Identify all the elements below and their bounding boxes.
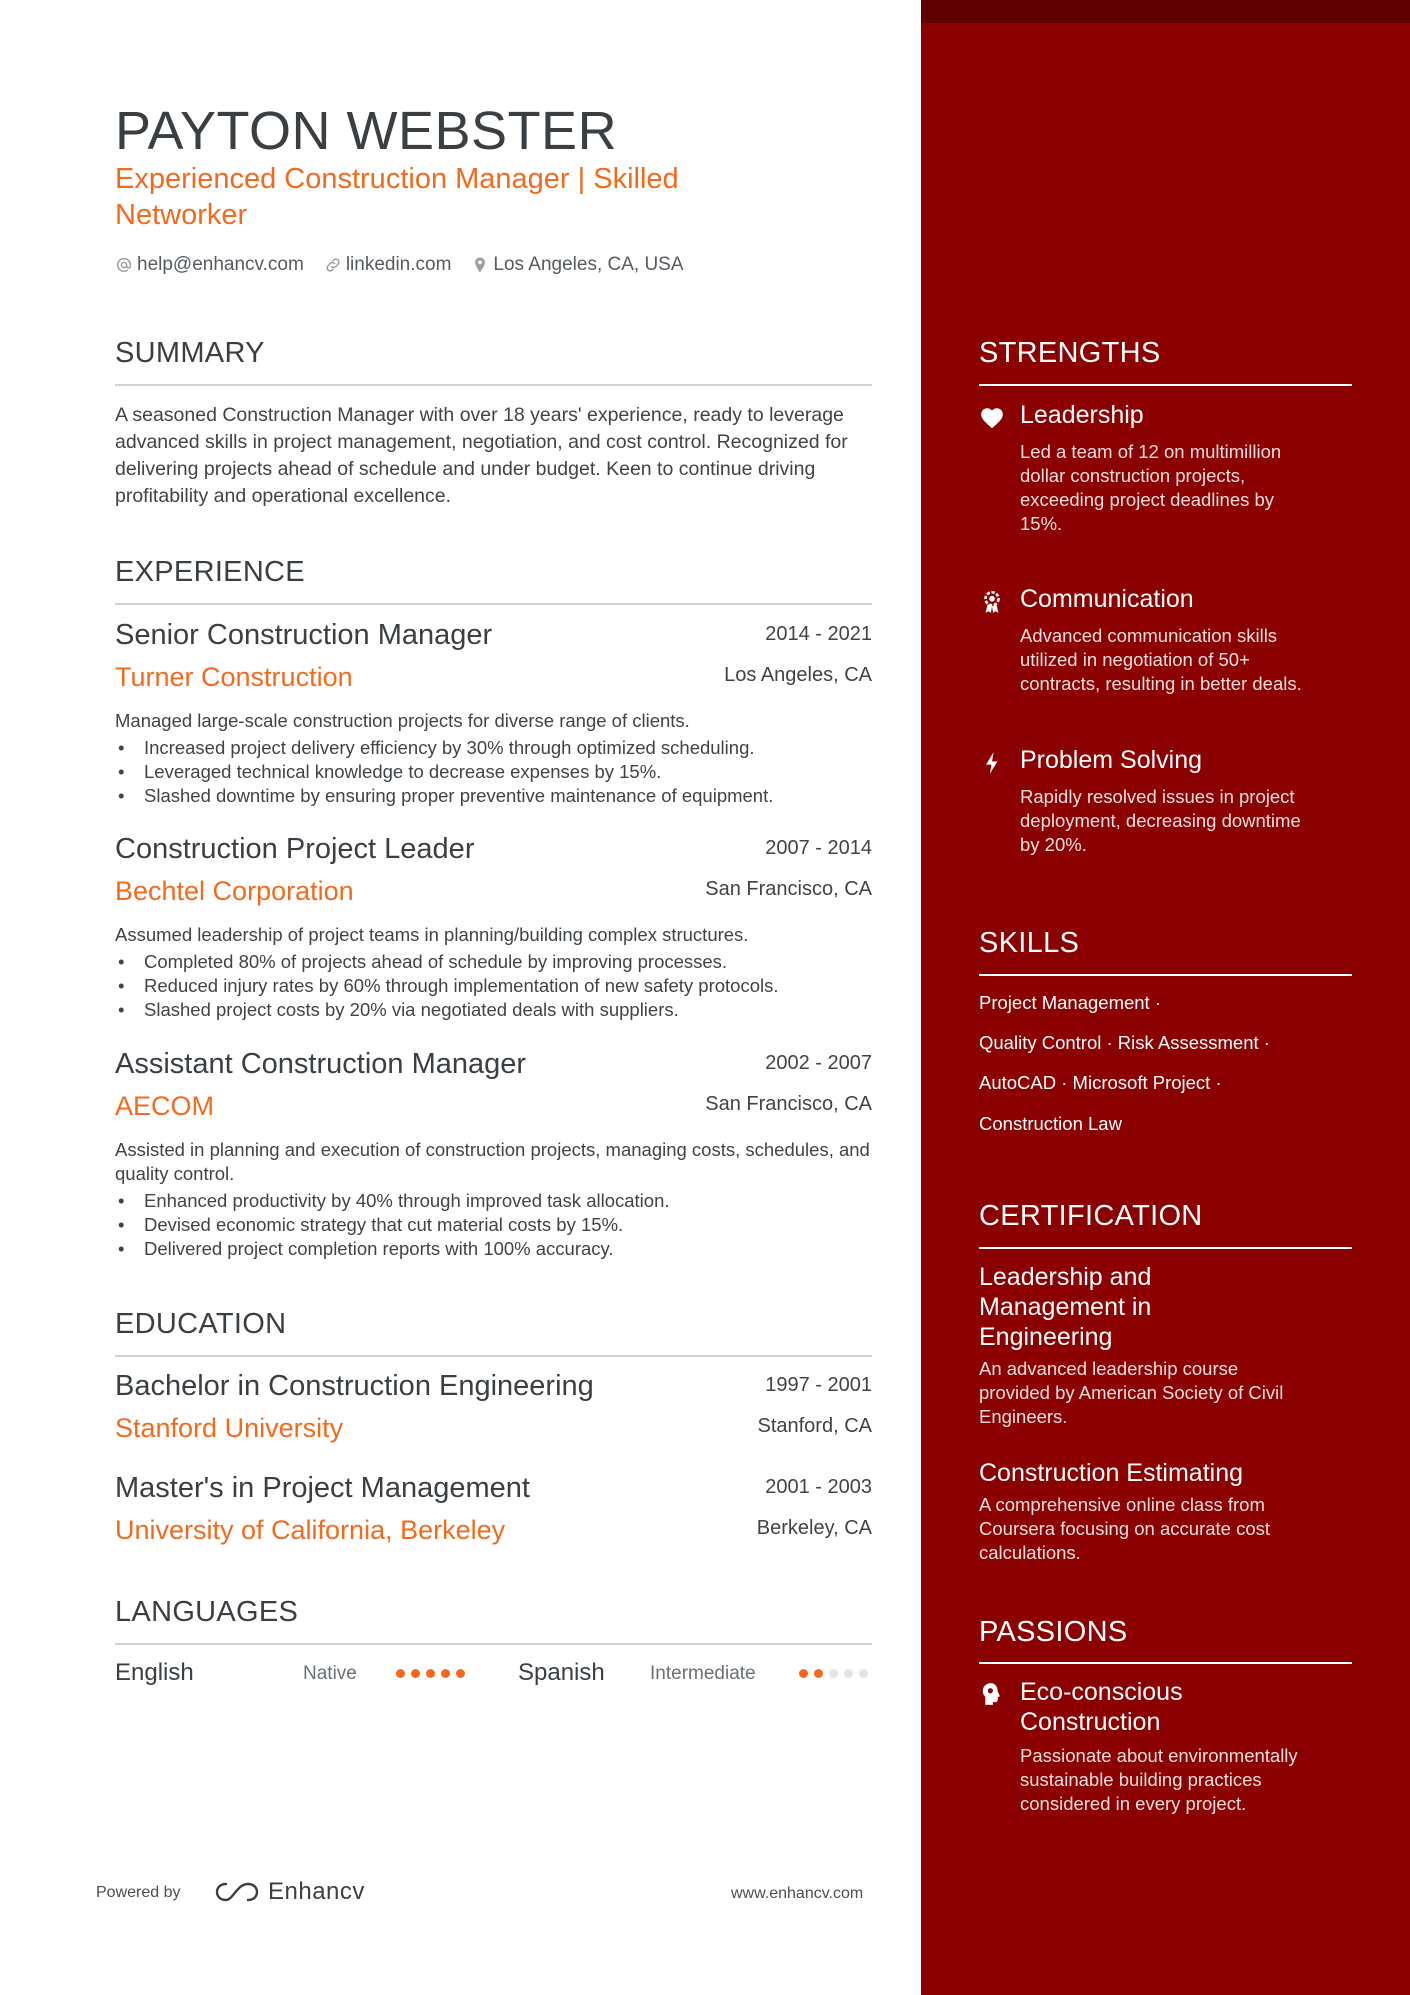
job-location: Los Angeles, CA	[724, 664, 872, 686]
certification-desc: A comprehensive online class from Coursera focusing on accurate cost calculations.	[979, 1494, 1271, 1563]
education-dates: 2001 - 2003	[765, 1476, 872, 1498]
job-bullet: • Completed 80% of projects ahead of schedule by improving processes.	[115, 950, 872, 974]
contact-email-text: help@enhancv.com	[137, 254, 304, 275]
job-bullet: • Increased project delivery efficiency by 30% through optimized scheduling.	[115, 736, 872, 760]
education-degree: Bachelor in Construction Engineering	[115, 1370, 594, 1402]
job-description: Assisted in planning and execution of construction projects, managing costs, schedules, and quality control.	[115, 1139, 870, 1184]
contact-location	[471, 254, 683, 276]
rating-dot-filled	[396, 1669, 405, 1678]
passion-desc: Passionate about environmentally sustainable building practices considered in every project.	[1020, 1745, 1298, 1814]
job-bullet: • Devised economic strategy that cut material costs by 15%.	[115, 1213, 872, 1237]
job-location: San Francisco, CA	[705, 878, 872, 900]
passions-rule	[979, 1662, 1352, 1664]
strength-title: Communication	[1020, 585, 1194, 613]
rating-dot-filled	[441, 1669, 450, 1678]
rating-dot-filled	[814, 1669, 823, 1678]
candidate-name: PAYTON WEBSTER	[115, 101, 618, 161]
job-company: Turner Construction	[115, 662, 353, 692]
award-icon	[979, 589, 1005, 615]
education-heading: EDUCATION	[115, 1308, 287, 1340]
strength-desc: Rapidly resolved issues in project deployment, decreasing downtime by 20%.	[1020, 786, 1301, 855]
languages-rule	[115, 1643, 872, 1645]
skills-line: Project Management ·	[979, 992, 1162, 1013]
certification-item	[979, 1262, 1352, 1429]
passions-heading: PASSIONS	[979, 1616, 1128, 1648]
certification-desc: An advanced leadership course provided by American Society of Civil Engineers.	[979, 1358, 1284, 1427]
education-location: Stanford, CA	[757, 1415, 872, 1437]
languages-heading: LANGUAGES	[115, 1596, 299, 1628]
job-dates: 2007 - 2014	[765, 837, 872, 859]
link-icon	[324, 256, 342, 274]
summary-text: A seasoned Construction Manager with over 18 years' experience, ready to leverage advanced skills in project management, negotiation, and cost control. Recognized for delivering projects ahead of schedule and under budget. Keen to continue driving profitability and operational excellence.	[115, 404, 848, 507]
strength-desc: Led a team of 12 on multimillion dollar construction projects, exceeding project deadlines by 15%.	[1020, 441, 1282, 534]
language-rating	[799, 1669, 868, 1678]
job-company: Bechtel Corporation	[115, 876, 354, 906]
education-degree: Master's in Project Management	[115, 1472, 530, 1504]
footer-url[interactable]: www.enhancv.com	[731, 1885, 864, 1902]
footer-brand: Enhancv	[268, 1878, 365, 1905]
contact-linkedin-text: linkedin.com	[345, 254, 452, 275]
experience-rule	[115, 603, 872, 605]
certification-title: Construction Estimating	[979, 1459, 1244, 1487]
job-company: AECOM	[115, 1091, 215, 1121]
job-dates: 2014 - 2021	[765, 623, 872, 645]
job-dates: 2002 - 2007	[765, 1052, 872, 1074]
job-bullet: • Delivered project completion reports with 100% accuracy.	[115, 1237, 872, 1261]
job-location: San Francisco, CA	[705, 1093, 872, 1115]
strength-title: Problem Solving	[1020, 746, 1203, 774]
contact-linkedin[interactable]	[324, 254, 452, 276]
job-title: Assistant Construction Manager	[115, 1048, 527, 1080]
strength-title: Leadership	[1020, 401, 1144, 429]
contact-bar	[115, 254, 684, 276]
rating-dot-empty	[859, 1669, 868, 1678]
contact-location-text: Los Angeles, CA, USA	[493, 254, 684, 275]
sidebar-top-band	[921, 0, 1410, 23]
job-bullet: • Slashed project costs by 20% via negotiated deals with suppliers.	[115, 998, 872, 1022]
bolt-icon	[979, 750, 1005, 776]
education-dates: 1997 - 2001	[765, 1374, 872, 1396]
at-icon	[115, 256, 133, 274]
footer-powered-by: Powered by	[96, 1884, 181, 1901]
enhancv-logo-icon	[214, 1880, 260, 1904]
job-bullet: • Enhanced productivity by 40% through improved task allocation.	[115, 1189, 872, 1213]
job-bullet: • Slashed downtime by ensuring proper preventive maintenance of equipment.	[115, 784, 872, 808]
candidate-subtitle: Experienced Construction Manager | Skilled Networker	[115, 163, 679, 231]
heart-icon	[979, 405, 1005, 431]
education-rule	[115, 1355, 872, 1357]
language-level: Intermediate	[650, 1663, 756, 1684]
language-name: English	[115, 1659, 194, 1686]
certification-heading: CERTIFICATION	[979, 1200, 1203, 1232]
skills-line: Quality Control · Risk Assessment ·	[979, 1032, 1270, 1053]
job-bullet: • Leveraged technical knowledge to decrease expenses by 15%.	[115, 760, 872, 784]
contact-email[interactable]	[115, 254, 304, 276]
summary-heading: SUMMARY	[115, 337, 265, 369]
rating-dot-filled	[799, 1669, 808, 1678]
strength-desc: Advanced communication skills utilized in negotiation of 50+ contracts, resulting in better deals.	[1020, 625, 1302, 694]
rating-dot-filled	[426, 1669, 435, 1678]
education-location: Berkeley, CA	[756, 1517, 872, 1539]
experience-heading: EXPERIENCE	[115, 556, 305, 588]
job-bullets	[115, 1189, 872, 1261]
language-level: Native	[303, 1663, 357, 1684]
head-icon	[979, 1681, 1005, 1707]
education-school: Stanford University	[115, 1413, 344, 1443]
rating-dot-filled	[456, 1669, 465, 1678]
summary-rule	[115, 384, 872, 386]
location-pin-icon	[471, 256, 489, 274]
sidebar	[921, 0, 1410, 1995]
job-description: Managed large-scale construction projects for diverse range of clients.	[115, 710, 690, 731]
job-description: Assumed leadership of project teams in planning/building complex structures.	[115, 924, 749, 945]
strengths-heading: STRENGTHS	[979, 337, 1161, 369]
certification-item	[979, 1458, 1352, 1565]
rating-dot-filled	[411, 1669, 420, 1678]
language-rating	[396, 1669, 465, 1678]
job-title: Construction Project Leader	[115, 833, 475, 865]
certification-rule	[979, 1247, 1352, 1249]
skills-heading: SKILLS	[979, 927, 1080, 959]
job-title: Senior Construction Manager	[115, 619, 493, 651]
passion-title: Eco-conscious Construction	[1020, 1678, 1183, 1736]
footer-logo[interactable]	[214, 1878, 365, 1906]
skills-line: Construction Law	[979, 1113, 1122, 1134]
strengths-rule	[979, 384, 1352, 386]
education-school: University of California, Berkeley	[115, 1515, 506, 1545]
skills-rule	[979, 974, 1352, 976]
skills-line: AutoCAD · Microsoft Project ·	[979, 1072, 1222, 1093]
job-bullets	[115, 736, 872, 808]
job-bullet: • Reduced injury rates by 60% through implementation of new safety protocols.	[115, 974, 872, 998]
rating-dot-empty	[829, 1669, 838, 1678]
rating-dot-empty	[844, 1669, 853, 1678]
job-bullets	[115, 950, 872, 1022]
certification-title: Leadership and Management in Engineering	[979, 1263, 1152, 1351]
language-name: Spanish	[518, 1659, 605, 1686]
